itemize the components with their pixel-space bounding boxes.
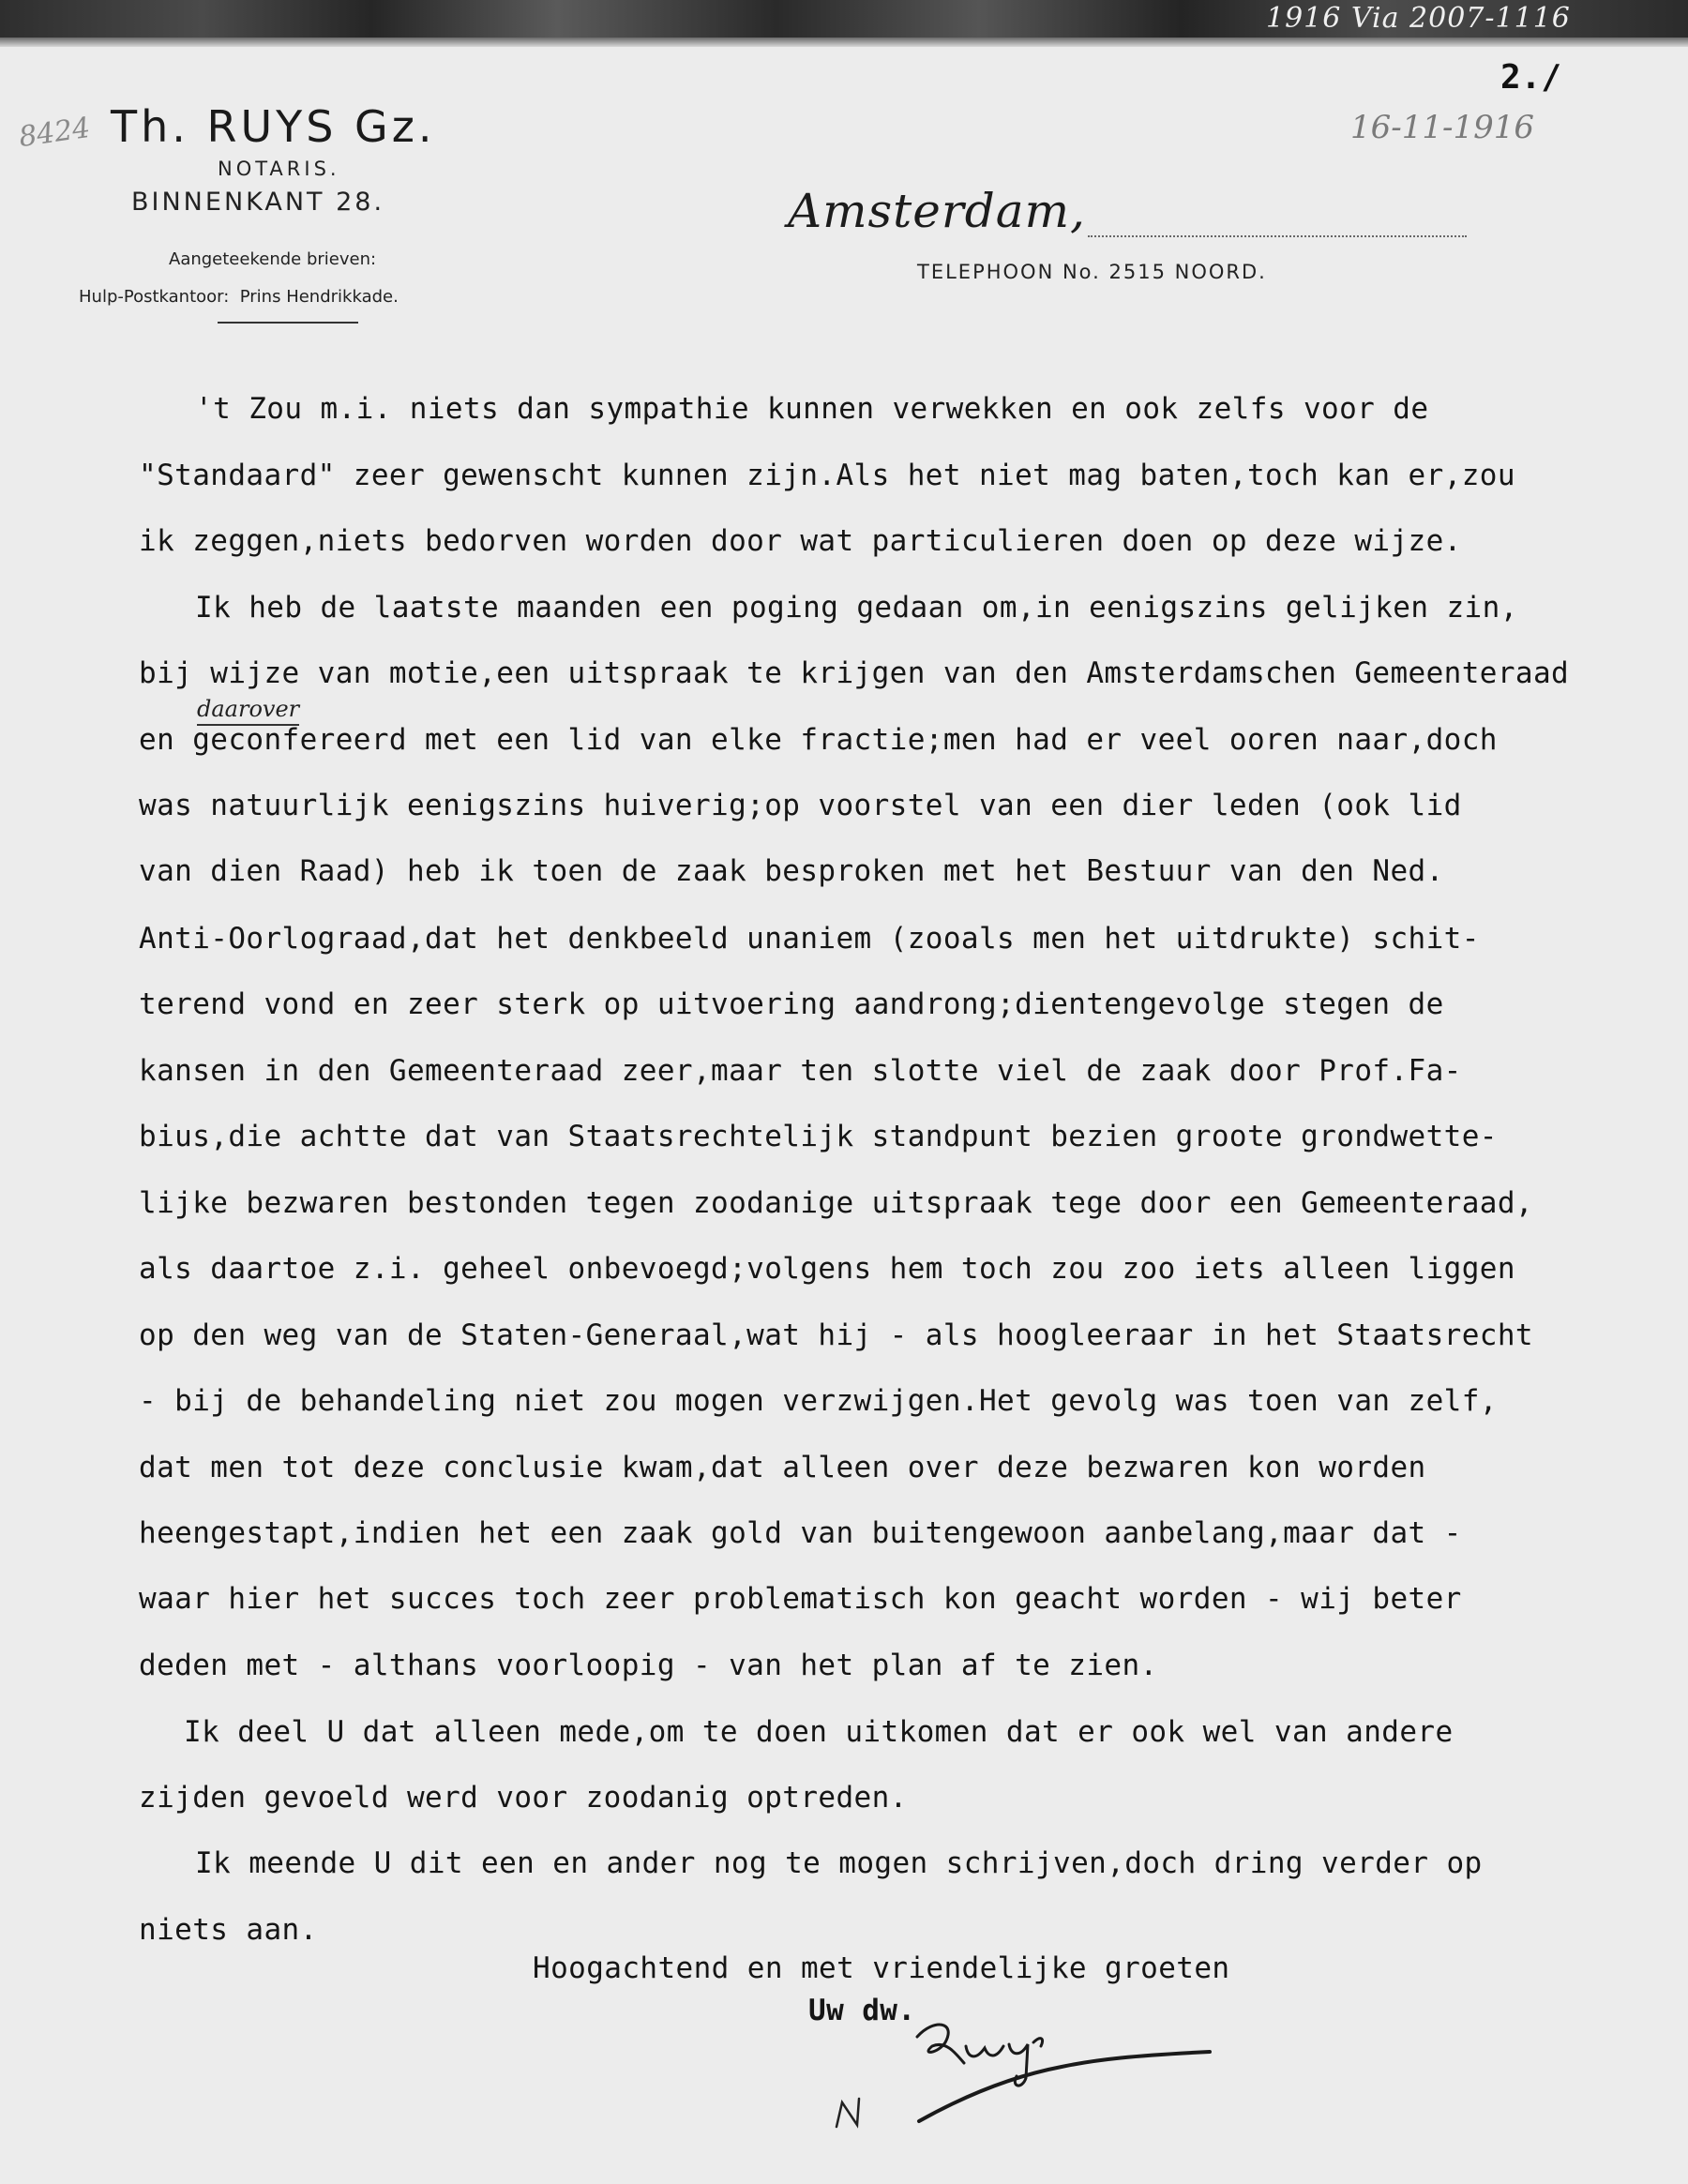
body-line: en geconfereerd met een lid van elke fractie;men had er veel ooren naar,doch	[139, 723, 1498, 757]
body-line: heengestapt,indien het een zaak gold van buitengewoon aanbelang,maar dat -	[139, 1516, 1462, 1550]
body-line: deden met - althans voorloopig - van het plan af te zien.	[139, 1649, 1158, 1682]
scan-top-shadow	[0, 38, 1688, 47]
body-line: zijden gevoeld werd voor zoodanig optreden.	[139, 1781, 908, 1815]
body-line: bij wijze van motie,een uitspraak te krijgen van den Amsterdamschen Gemeenteraad	[139, 656, 1570, 690]
body-line: van dien Raad) heb ik toen de zaak besproken met het Bestuur van den Ned.	[139, 854, 1444, 888]
body-line: - bij de behandeling niet zou mogen verzwijgen.Het gevolg was toen van zelf,	[139, 1384, 1498, 1418]
body-line: kansen in den Gemeenteraad zeer,maar ten slotte viel de zaak door Prof.Fa-	[139, 1054, 1462, 1088]
body-line: als daartoe z.i. geheel onbevoegd;volgens hem toch zou zoo iets alleen liggen	[139, 1252, 1515, 1286]
body-line: 't Zou m.i. niets dan sympathie kunnen verwekken en ook zelfs voor de	[195, 392, 1429, 426]
letterhead-registered-label: Aangeteekende brieven:	[169, 249, 377, 269]
letterhead-title: NOTARIS.	[218, 158, 340, 180]
body-line: lijke bezwaren bestonden tegen zoodanige uitspraak tege door een Gemeenteraad,	[139, 1186, 1533, 1220]
body-line: Ik heb de laatste maanden een poging gedaan om,in eenigszins gelijken zin,	[195, 591, 1518, 625]
signature	[816, 1997, 1228, 2138]
body-line: was natuurlijk eenigszins huiverig;op voorstel van een dier leden (ook lid	[139, 789, 1462, 822]
letterhead-city: Amsterdam,	[788, 184, 1086, 238]
letterhead-divider	[218, 322, 358, 324]
handwritten-insertion: daarover	[197, 696, 299, 726]
archive-reference: 1916 Via 2007-1116	[1266, 2, 1571, 35]
letterhead-name: Th. RUYS Gz.	[111, 101, 436, 152]
body-line: terend vond en zeer sterk op uitvoering aandrong;dientengevolge stegen de	[139, 987, 1444, 1021]
closing-sign-off: Uw dw.	[808, 1994, 916, 2027]
body-line: Ik deel U dat alleen mede,om te doen uitkomen dat er ook wel van andere	[184, 1715, 1454, 1749]
body-line: Anti-Oorlograad,dat het denkbeeld unaniem (zooals men het uitdrukte) schit-	[139, 922, 1480, 956]
body-line: op den weg van de Staten-Generaal,wat hij - als hoogleeraar in het Staatsrecht	[139, 1318, 1533, 1352]
body-line: "Standaard" zeer gewenscht kunnen zijn.Als het niet mag baten,toch kan er,zou	[139, 459, 1515, 492]
page-number: 2./	[1500, 58, 1562, 97]
margin-number: 8424	[16, 111, 93, 155]
body-line: niets aan.	[139, 1913, 318, 1947]
date-dotted-line	[1088, 235, 1467, 237]
body-line: Ik meende U dit een en ander nog te mogen schrijven,doch dring verder op	[195, 1846, 1483, 1880]
handwritten-date: 16-11-1916	[1350, 109, 1535, 146]
letterhead-address: BINNENKANT 28.	[131, 188, 385, 217]
body-line: dat men tot deze conclusie kwam,dat alleen over deze bezwaren kon worden	[139, 1451, 1426, 1484]
letterhead-post-office: Hulp-Postkantoor: Prins Hendrikkade.	[79, 287, 399, 307]
closing-greeting: Hoogachtend en met vriendelijke groeten	[533, 1951, 1230, 1985]
body-line: waar hier het succes toch zeer problematisch kon geacht worden - wij beter	[139, 1582, 1462, 1616]
letterhead-telephone: TELEPHOON No. 2515 NOORD.	[917, 261, 1267, 283]
body-line: bius,die achtte dat van Staatsrechtelijk standpunt bezien groote grondwette-	[139, 1120, 1498, 1153]
body-line: ik zeggen,niets bedorven worden door wat particulieren doen op deze wijze.	[139, 524, 1462, 558]
